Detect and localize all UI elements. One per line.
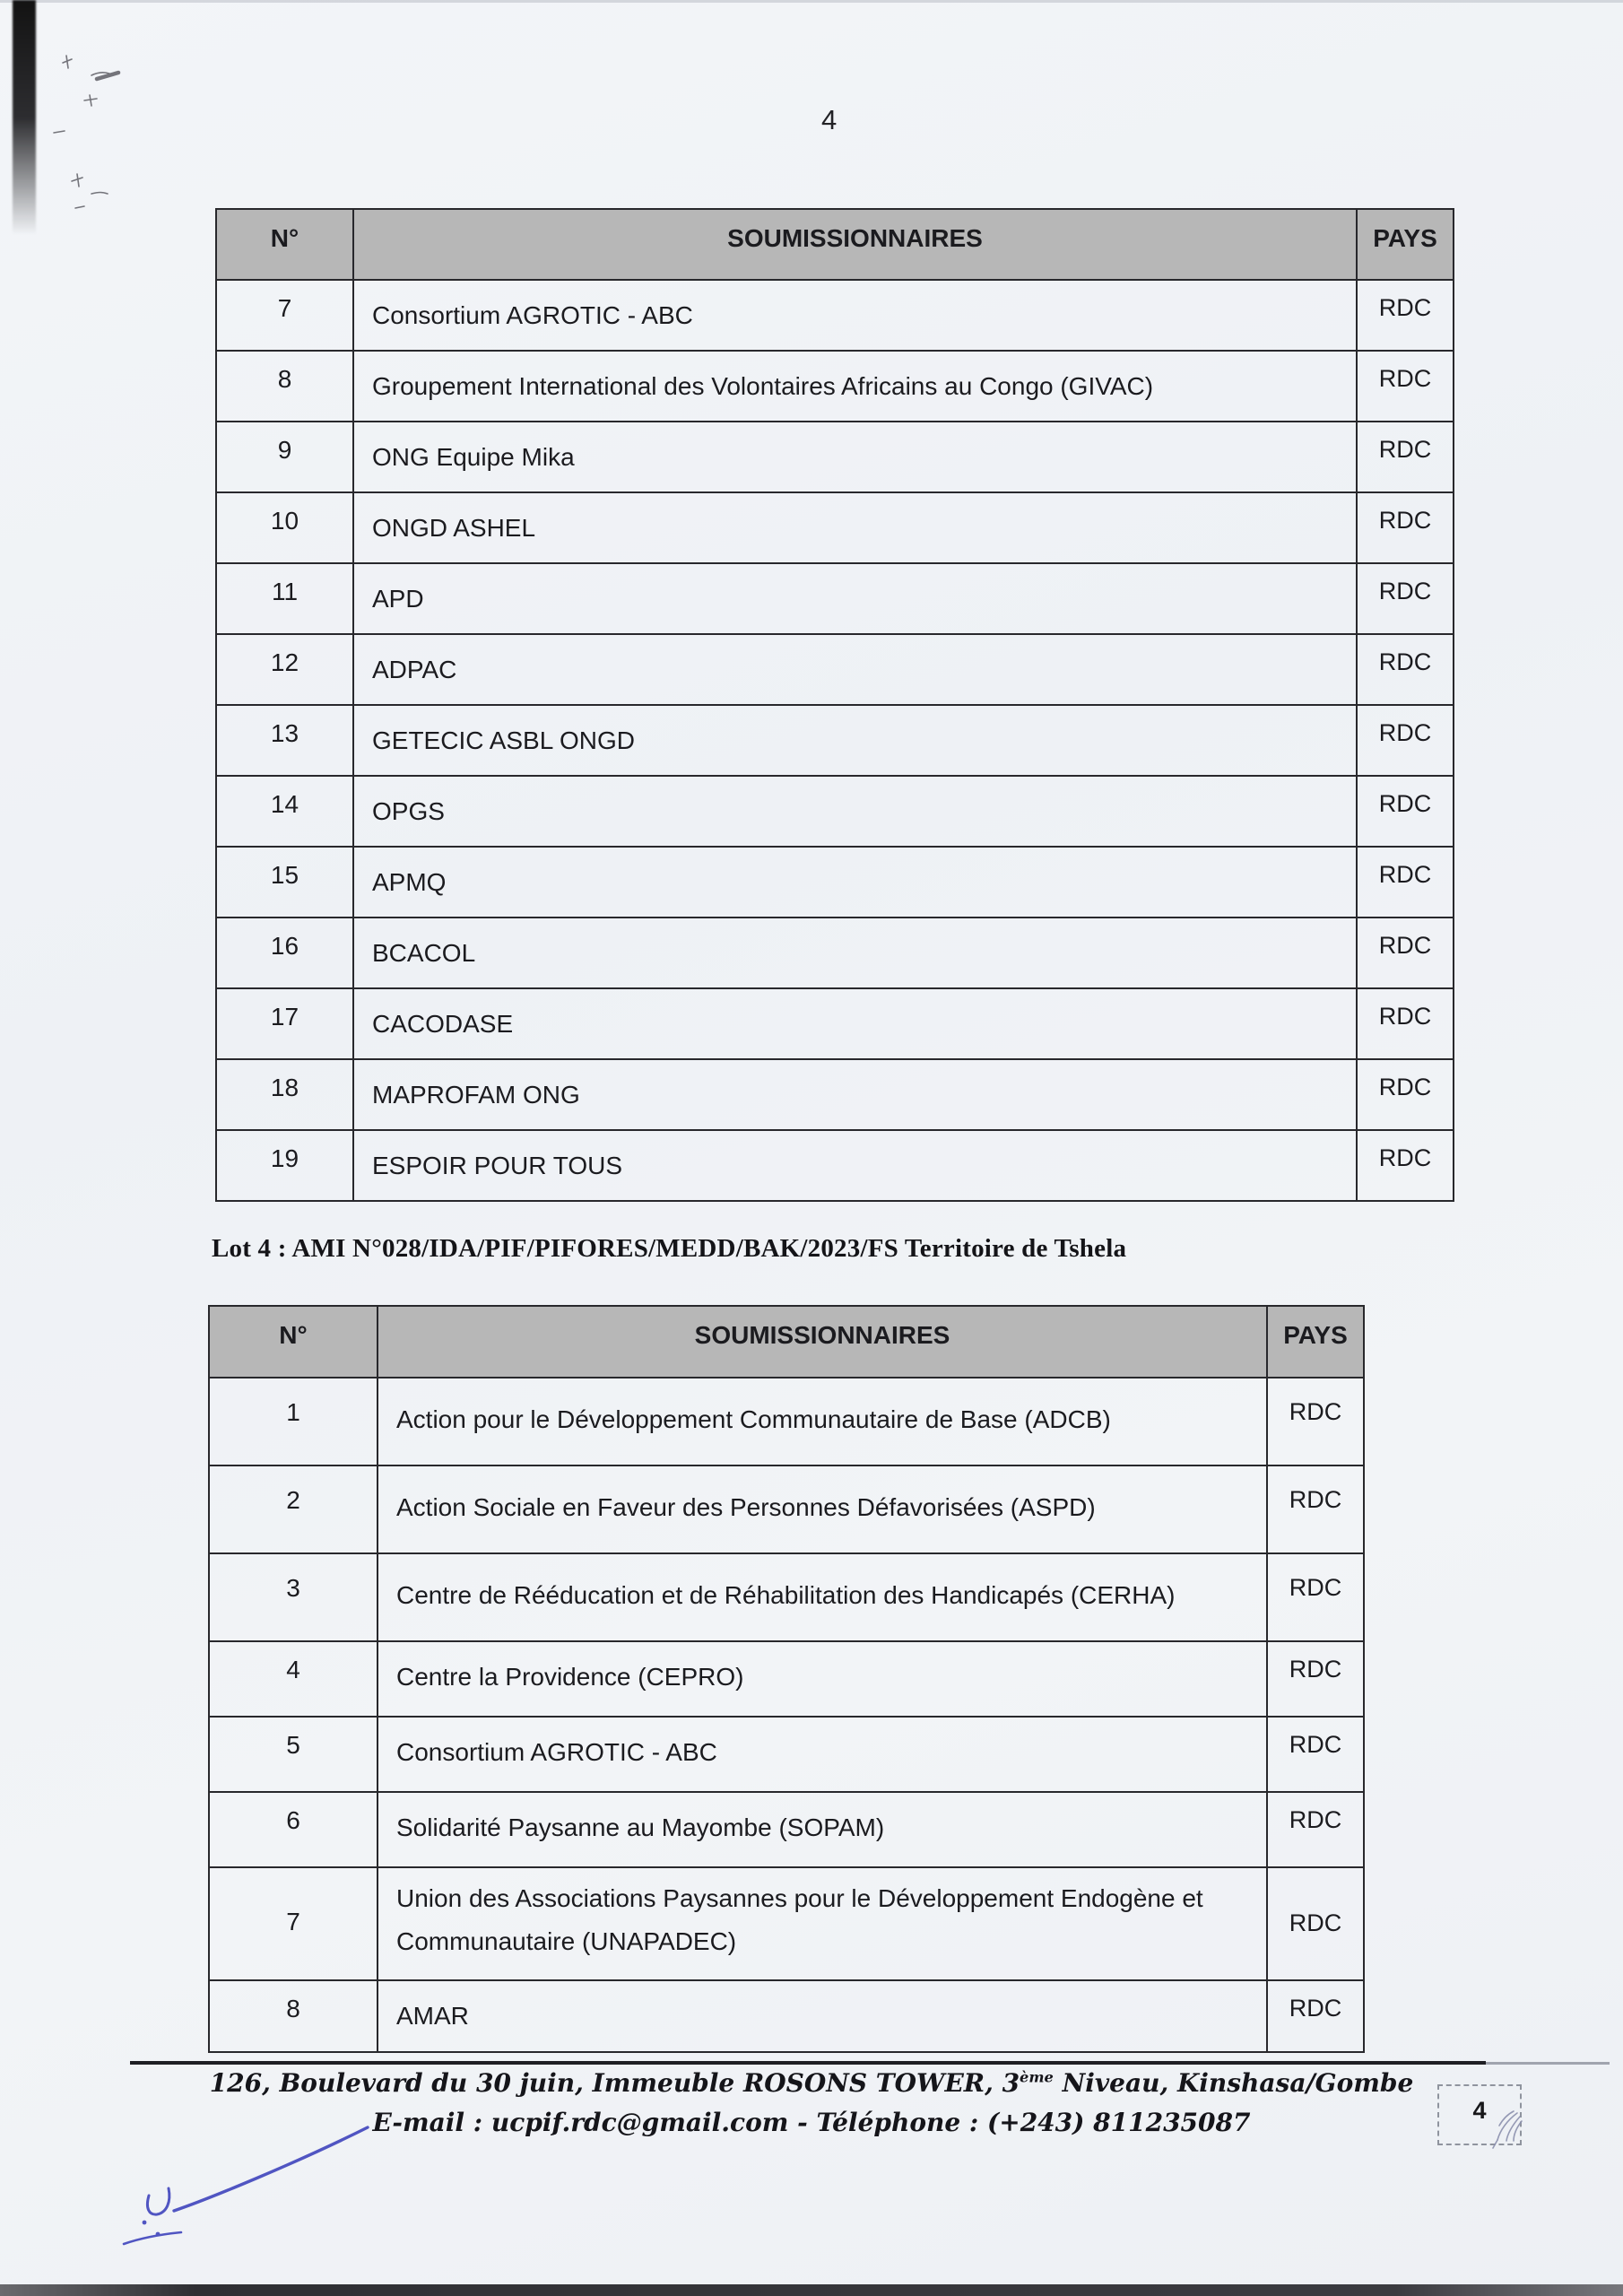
table-header-row: [209, 1306, 1364, 1378]
country-cell: RDC: [1357, 847, 1454, 918]
bidder-name-cell: Action pour le Développement Communautaire de Base (ADCB): [378, 1378, 1267, 1465]
row-number-cell: 4: [209, 1641, 378, 1717]
bidder-name-cell: Groupement International des Volontaires Africains au Congo (GIVAC): [353, 351, 1357, 422]
row-number-cell: 14: [216, 776, 353, 847]
column-header-bidders: SOUMISSIONNAIRES: [353, 209, 1357, 280]
scan-top-edge: [0, 0, 1623, 3]
bidder-name-cell: OPGS: [353, 776, 1357, 847]
country-cell: RDC: [1357, 988, 1454, 1059]
footer-address-text-end: Niveau, Kinshasa/Gombe: [1053, 2068, 1414, 2098]
table-row: [216, 634, 1454, 705]
pen-scribble: [1478, 2106, 1532, 2156]
row-number-cell: 1: [209, 1378, 378, 1465]
footer-rule: [130, 2061, 1486, 2065]
row-number-cell: 16: [216, 918, 353, 988]
bidder-name-cell: Union des Associations Paysannes pour le Développement Endogène et Communautaire (UNAPADEC): [378, 1867, 1267, 1980]
country-cell: RDC: [1357, 280, 1454, 351]
bidder-name-cell: GETECIC ASBL ONGD: [353, 705, 1357, 776]
row-number-cell: 7: [209, 1867, 378, 1980]
bidder-name-cell: Consortium AGROTIC - ABC: [378, 1717, 1267, 1792]
table-row: [216, 280, 1454, 351]
table-row: [209, 1980, 1364, 2052]
table-row: [216, 705, 1454, 776]
table-row: [216, 988, 1454, 1059]
bidders-table-lot4: [208, 1305, 1365, 2053]
row-number-cell: 3: [209, 1553, 378, 1641]
bidder-name-cell: CACODASE: [353, 988, 1357, 1059]
country-cell: RDC: [1357, 705, 1454, 776]
table-header-row: [216, 209, 1454, 280]
table-row: [209, 1378, 1364, 1465]
signature: [108, 2117, 395, 2287]
table-row: [209, 1465, 1364, 1553]
country-cell: RDC: [1267, 1641, 1364, 1717]
row-number-cell: 9: [216, 422, 353, 492]
row-number-cell: 13: [216, 705, 353, 776]
country-cell: RDC: [1357, 422, 1454, 492]
bidder-name-cell: ADPAC: [353, 634, 1357, 705]
row-number-cell: 15: [216, 847, 353, 918]
bidder-name-cell: Centre la Providence (CEPRO): [378, 1641, 1267, 1717]
country-cell: RDC: [1267, 1553, 1364, 1641]
bidder-name-cell: Consortium AGROTIC - ABC: [353, 280, 1357, 351]
table-row: [216, 422, 1454, 492]
table-row: [216, 492, 1454, 563]
column-header-country: PAYS: [1357, 209, 1454, 280]
table-row: [216, 918, 1454, 988]
country-cell: RDC: [1357, 351, 1454, 422]
country-cell: RDC: [1267, 1792, 1364, 1867]
page-number: 4: [821, 104, 838, 135]
country-cell: RDC: [1267, 1465, 1364, 1553]
bidder-name-cell: APD: [353, 563, 1357, 634]
row-number-cell: 10: [216, 492, 353, 563]
bidder-name-cell: Solidarité Paysanne au Mayombe (SOPAM): [378, 1792, 1267, 1867]
bidder-name-cell: BCACOL: [353, 918, 1357, 988]
country-cell: RDC: [1267, 1378, 1364, 1465]
row-number-cell: 18: [216, 1059, 353, 1130]
column-header-bidders: SOUMISSIONNAIRES: [378, 1306, 1267, 1378]
country-cell: RDC: [1357, 1059, 1454, 1130]
table-row: [209, 1553, 1364, 1641]
bidder-name-cell: Action Sociale en Faveur des Personnes Défavorisées (ASPD): [378, 1465, 1267, 1553]
table-row: [209, 1867, 1364, 1980]
table-row: [216, 1130, 1454, 1201]
footer-rule-tail: [1486, 2062, 1610, 2065]
table-row: [216, 563, 1454, 634]
table-row: [216, 847, 1454, 918]
row-number-cell: 8: [216, 351, 353, 422]
row-number-cell: 11: [216, 563, 353, 634]
footer-address: [210, 2068, 1414, 2098]
row-number-cell: 8: [209, 1980, 378, 2052]
footer-contact: E-mail : ucpif.rdc@gmail.com - Téléphone : (+243) 811235087: [372, 2108, 1251, 2137]
row-number-cell: 2: [209, 1465, 378, 1553]
table-row: [216, 1059, 1454, 1130]
bidders-table-lot3: [215, 208, 1454, 1202]
column-header-country: PAYS: [1267, 1306, 1364, 1378]
row-number-cell: 5: [209, 1717, 378, 1792]
country-cell: RDC: [1267, 1717, 1364, 1792]
page-number-box-value: 4: [1472, 2097, 1487, 2124]
country-cell: RDC: [1357, 1130, 1454, 1201]
row-number-cell: 6: [209, 1792, 378, 1867]
column-header-number: N°: [209, 1306, 378, 1378]
table-row: [216, 351, 1454, 422]
bidder-name-cell: ESPOIR POUR TOUS: [353, 1130, 1357, 1201]
footer-address-text: 126, Boulevard du 30 juin, Immeuble ROSONS TOWER, 3: [209, 2068, 1020, 2098]
country-cell: RDC: [1267, 1980, 1364, 2052]
bidder-name-cell: APMQ: [353, 847, 1357, 918]
row-number-cell: 7: [216, 280, 353, 351]
country-cell: RDC: [1357, 776, 1454, 847]
bidder-name-cell: ONGD ASHEL: [353, 492, 1357, 563]
table-row: [209, 1792, 1364, 1867]
country-cell: RDC: [1357, 563, 1454, 634]
table-row: [209, 1717, 1364, 1792]
row-number-cell: 19: [216, 1130, 353, 1201]
country-cell: RDC: [1357, 918, 1454, 988]
bidder-name-cell: Centre de Rééducation et de Réhabilitation des Handicapés (CERHA): [378, 1553, 1267, 1641]
table-row: [209, 1641, 1364, 1717]
footer-address-sup: ème: [1020, 2068, 1054, 2086]
country-cell: RDC: [1357, 634, 1454, 705]
column-header-number: N°: [216, 209, 353, 280]
pencil-marks: [45, 45, 170, 224]
table-row: [216, 776, 1454, 847]
bidder-name-cell: ONG Equipe Mika: [353, 422, 1357, 492]
row-number-cell: 17: [216, 988, 353, 1059]
bidder-name-cell: MAPROFAM ONG: [353, 1059, 1357, 1130]
country-cell: RDC: [1357, 492, 1454, 563]
row-number-cell: 12: [216, 634, 353, 705]
bidder-name-cell: AMAR: [378, 1980, 1267, 2052]
country-cell: RDC: [1267, 1867, 1364, 1980]
scan-left-edge-shadow: [13, 0, 36, 235]
lot4-heading: Lot 4 : AMI N°028/IDA/PIF/PIFORES/MEDD/BAK/2023/FS Territoire de Tshela: [212, 1234, 1127, 1263]
